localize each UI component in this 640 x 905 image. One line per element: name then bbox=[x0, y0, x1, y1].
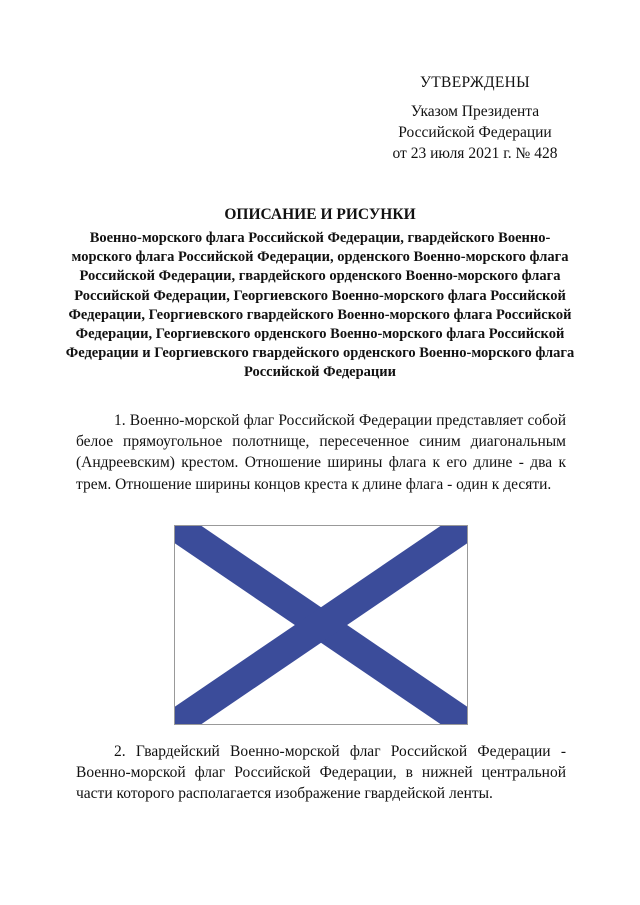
document-title-block bbox=[60, 205, 580, 383]
approved-heading: УТВЕРЖДЕНЫ bbox=[420, 74, 530, 91]
document-title: ОПИСАНИЕ И РИСУНКИ bbox=[224, 206, 416, 223]
approval-line-date: от 23 июля 2021 г. № 428 bbox=[392, 145, 558, 162]
document-subtitle: Военно-морского флага Российской Федерации, гвардейского Военно-морского флага Российской Федерации, орденского Военно-морского флага Российской Федерации, гвардейского орденского Военно-морского флага Российской Федерации, Георгиевского Военно-морского флага Российской Федерации, Георгиевского гвардейского Военно-морского флага Российской Федерации, Георгиевского орденского Военно-морского флага Российской Федерации и Георгиевского гвардейского орденского Военно-морского флага Российской Федерации bbox=[65, 230, 575, 381]
naval-flag-figure bbox=[174, 525, 468, 725]
paragraph-2: 2. Гвардейский Военно-морской флаг Российской Федерации - Военно-морской флаг Российской Федерации, в нижней центральной части которого располагается изображение гвардейской ленты. bbox=[76, 743, 566, 803]
approval-line-federation: Российской Федерации bbox=[398, 124, 552, 141]
naval-flag-image bbox=[174, 525, 468, 725]
approval-line-decree: Указом Президента bbox=[410, 103, 540, 120]
paragraph-1: 1. Военно-морской флаг Российской Федерации представляет собой белое прямоугольное полотнище, пересеченное синим диагональным (Андреевским) крестом. Отношение ширины флага к его длине - два к трем. Отношение ширины концов креста к длине флага - один к десяти. bbox=[76, 412, 566, 493]
approval-block bbox=[370, 72, 580, 164]
